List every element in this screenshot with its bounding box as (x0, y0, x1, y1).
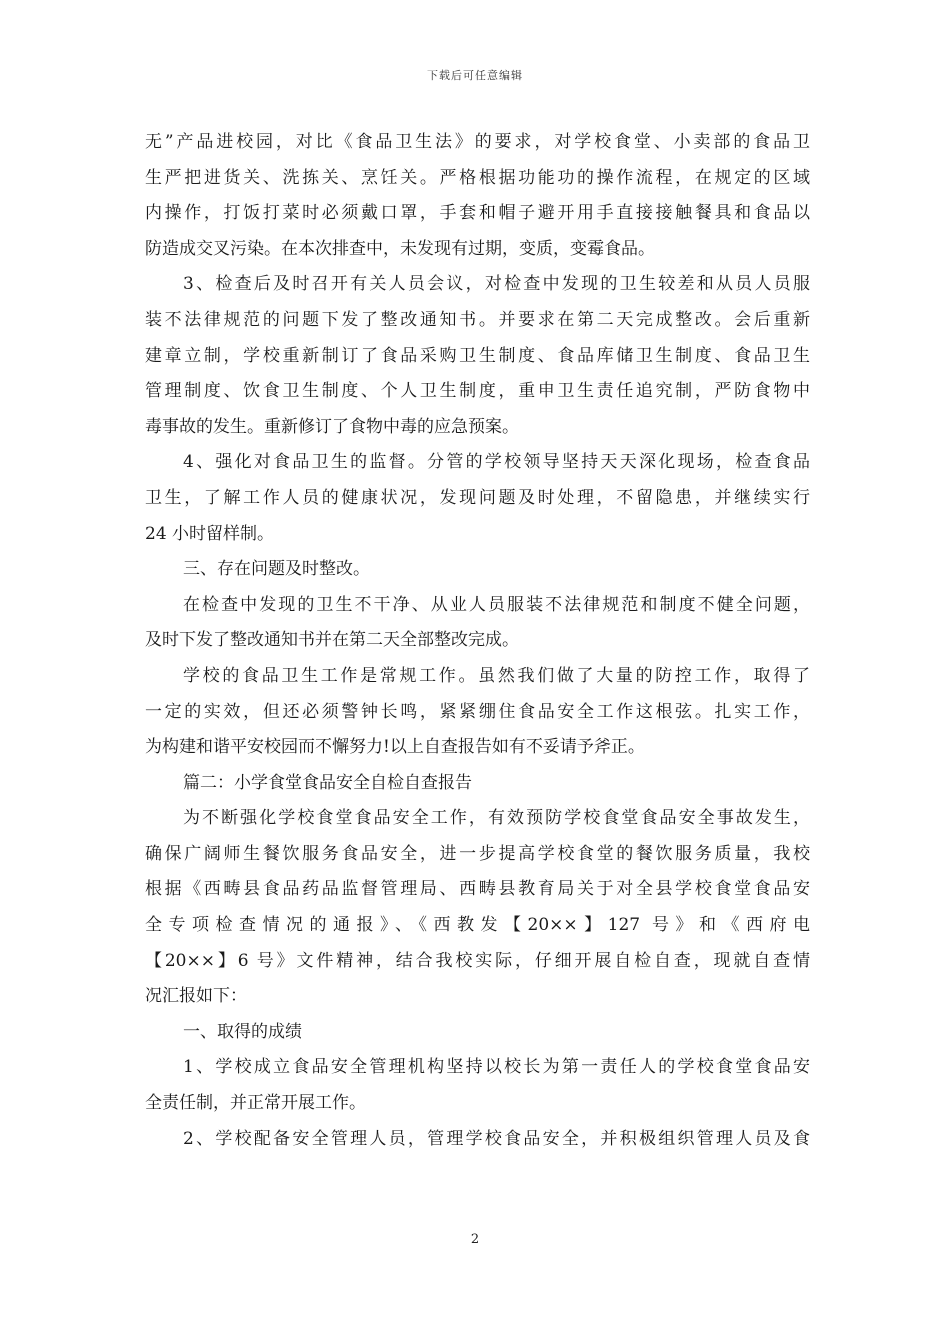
text-line: 无”产品进校园，对比《食品卫生法》的要求，对学校食堂、小卖部的食品卫 (145, 132, 810, 152)
text-line: 一定的实效，但还必须警钟长鸣，紧紧绷住食品安全工作这根弦。扎实工作， (145, 701, 810, 722)
text-line: 2、学校配备安全管理人员，管理学校食品安全，并积极组织管理人员及食 (183, 1128, 810, 1149)
text-line: 为构建和谐平安校园而不懈努力!以上自查报告如有不妥请予斧正。 (145, 737, 645, 758)
text-line: 建章立制，学校重新制订了食品采购卫生制度、食品库储卫生制度、食品卫生 (145, 345, 810, 366)
text-line: 3、检查后及时召开有关人员会议，对检查中发现的卫生较差和从员人员服 (183, 274, 810, 295)
text-line: 学校的食品卫生工作是常规工作。虽然我们做了大量的防控工作，取得了 (183, 665, 810, 686)
text-line: 管理制度、饮食卫生制度、个人卫生制度，重申卫生责任追究制，严防食物中 (145, 381, 810, 402)
text-line: 及时下发了整改通知书并在第二天全部整改完成。 (145, 630, 519, 651)
page-number: 2 (470, 1232, 480, 1247)
text-line: 况汇报如下： (145, 986, 247, 1007)
section-heading: 一、取得的成绩 (183, 1021, 302, 1042)
text-line: 1、学校成立食品安全管理机构坚持以校长为第一责任人的学校食堂食品安 (183, 1057, 810, 1078)
text-line: 4、强化对食品卫生的监督。分管的学校领导坚持天天深化现场，检查食品 (183, 452, 810, 473)
text-line: 卫生，了解工作人员的健康状况，发现问题及时处理，不留隐患，并继续实行 (145, 487, 810, 508)
text-line: 为不断强化学校食堂食品安全工作，有效预防学校食堂食品安全事故发生， (183, 808, 810, 829)
text-line: 24 小时留样制。 (145, 523, 275, 544)
text-line: 全专项检查情况的通报》、《西教发【20××】127 号》和《西府电 (145, 915, 810, 936)
text-line: 确保广阔师生餐饮服务食品安全，进一步提高学校食堂的餐饮服务质量，我校 (145, 843, 810, 864)
text-line: 在检查中发现的卫生不干净、从业人员服装不法律规范和制度不健全问题， (183, 594, 810, 615)
text-line: 防造成交叉污染。在本次排查中，未发现有过期，变质，变霉食品。 (145, 238, 655, 259)
section-heading: 三、存在问题及时整改。 (183, 559, 370, 580)
page-header: 下载后可任意编辑 (427, 69, 523, 82)
text-line: 生严把进货关、洗拣关、烹饪关。严格根据功能功的操作流程，在规定的区域 (145, 167, 810, 188)
text-line: 内操作，打饭打菜时必须戴口罩，手套和帽子避开用手直接接触餐具和食品以 (145, 203, 810, 224)
text-line: 毒事故的发生。重新修订了食物中毒的应急预案。 (145, 416, 519, 437)
text-line: 【20××】6 号》文件精神，结合我校实际，仔细开展自检自查，现就自查情 (145, 950, 810, 971)
text-line: 根据《西畴县食品药品监督管理局、西畴县教育局关于对全县学校食堂食品安 (145, 879, 810, 900)
section-heading: 篇二：小学食堂食品安全自检自查报告 (183, 772, 472, 793)
text-line: 全责任制，并正常开展工作。 (145, 1093, 366, 1114)
text-line: 装不法律规范的问题下发了整改通知书。并要求在第二天完成整改。会后重新 (145, 309, 810, 330)
document-body (145, 125, 810, 1157)
